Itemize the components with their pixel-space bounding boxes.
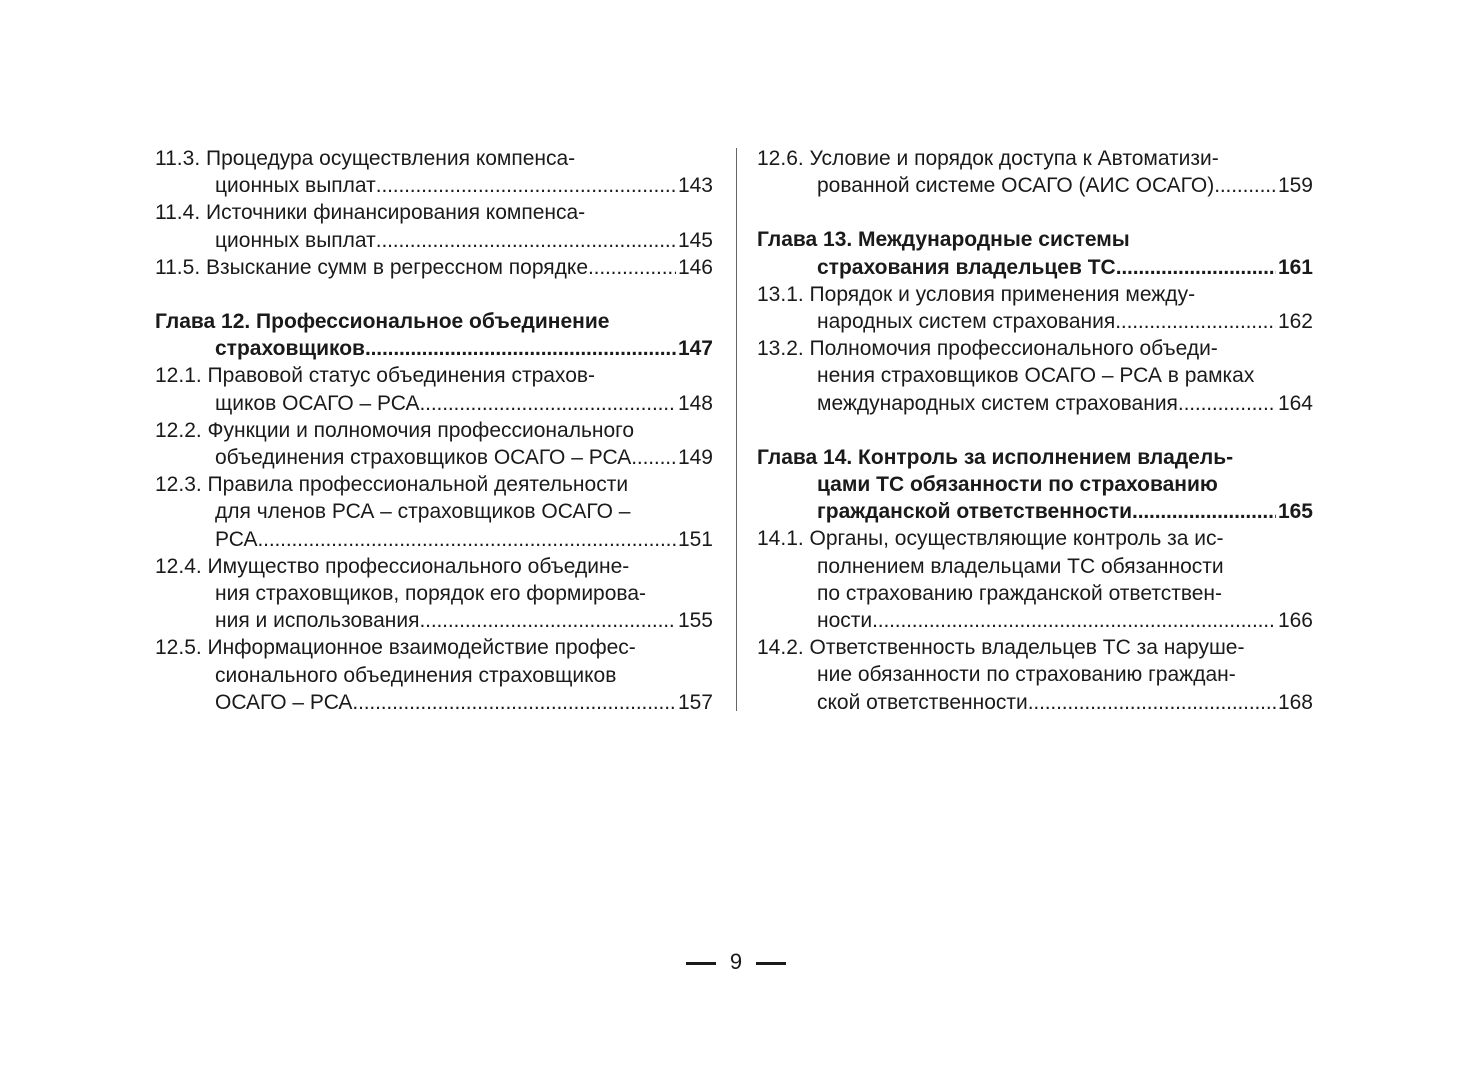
toc-entry-title-line: 12.3. Правила профессиональной деятельности	[155, 473, 629, 497]
dot-leader	[257, 526, 675, 553]
toc-entry-title-text: РСА	[215, 527, 258, 551]
toc-entry-title-line: 13.1. Порядок и условия применения между-	[757, 282, 1196, 306]
toc-entry-last-line	[757, 308, 1313, 335]
toc-column-right	[757, 145, 1313, 716]
dot-leader	[376, 227, 676, 254]
toc-entry-title-line: ние обязанности по страхованию граждан-	[817, 663, 1236, 687]
toc-page-number: 149	[677, 446, 713, 470]
toc-page-number: 162	[1277, 310, 1313, 334]
toc-entry-title-text: народных систем страхования	[817, 310, 1116, 334]
footer-dash-left	[686, 962, 716, 965]
toc-page-number: 155	[677, 609, 713, 633]
toc-entry-title-line: нения страховщиков ОСАГО – РСА в рамках	[817, 364, 1255, 388]
toc-entry-last-line	[155, 172, 713, 199]
toc-entry	[757, 281, 1313, 335]
toc-entry-last-line	[757, 689, 1313, 716]
toc-entry-title-text: рованной системе ОСАГО (АИС ОСАГО)	[817, 174, 1215, 198]
toc-entry-last-line	[155, 607, 713, 634]
toc-entry	[155, 199, 713, 253]
toc-page-number: 161	[1277, 255, 1313, 279]
toc-entry-title-line: по страхованию гражданской ответствен-	[817, 581, 1223, 605]
toc-column-left	[155, 145, 713, 716]
toc-entry-title-line: цами ТС обязанности по страхованию	[817, 473, 1218, 497]
toc-entry-last-line	[155, 335, 713, 362]
toc-entry-last-line	[757, 607, 1313, 634]
toc-entry	[757, 525, 1313, 634]
toc-entry-title-text: ния и использования	[215, 609, 420, 633]
dot-leader	[420, 390, 676, 417]
toc-entry-title-line: 11.3. Процедура осуществления компенса-	[155, 147, 576, 170]
toc-entry-title-text: международных систем страхования	[817, 391, 1178, 415]
toc-chapter-heading	[155, 308, 713, 362]
toc-chapter-heading	[757, 444, 1313, 526]
toc-entry-last-line	[757, 172, 1313, 199]
dot-leader	[1116, 254, 1276, 281]
toc-entry-last-line	[155, 390, 713, 417]
dot-leader	[1178, 390, 1276, 417]
toc-entry-title-line: 13.2. Полномочия профессионального объеди-	[757, 337, 1218, 361]
toc-entry-title-line: 12.2. Функции и полномочия профессионального	[155, 418, 635, 442]
dot-leader	[1132, 498, 1276, 525]
toc-entry-last-line	[155, 444, 713, 471]
toc-entry-title-text: страховщиков	[215, 337, 365, 361]
toc-chapter-heading	[757, 226, 1313, 280]
toc-entry-title-text: ской ответственности	[817, 690, 1028, 714]
page-footer	[0, 947, 1472, 977]
toc-entry	[155, 553, 713, 635]
dot-leader	[631, 444, 676, 471]
toc-entry-title-line: 12.6. Условие и порядок доступа к Автоматизи-	[757, 147, 1219, 170]
toc-entry-title-line: 12.1. Правовой статус объединения страхов-	[155, 364, 596, 388]
toc-entry-title-line: 11.4. Источники финансирования компенса-	[155, 201, 586, 225]
footer-dash-right	[756, 962, 786, 965]
toc-page-number: 157	[677, 690, 713, 714]
toc-entry-last-line	[757, 254, 1313, 281]
toc-entry	[155, 145, 713, 199]
toc-page-number: 165	[1277, 500, 1313, 524]
dot-leader	[1028, 689, 1276, 716]
toc-entry-last-line	[757, 390, 1313, 417]
dot-leader	[588, 254, 676, 281]
dot-leader	[365, 335, 676, 362]
toc-entry-title-text: ОСАГО – РСА	[215, 690, 353, 714]
dot-leader	[1214, 172, 1276, 199]
page-number: 9	[729, 949, 743, 974]
toc-entry	[757, 335, 1313, 417]
toc-entry-last-line	[155, 689, 713, 716]
toc-entry-title-line: сионального объединения страховщиков	[215, 663, 617, 687]
column-divider	[736, 148, 737, 711]
toc-entry-title-line: 12.4. Имущество профессионального объедине-	[155, 554, 630, 578]
toc-entry-last-line	[155, 227, 713, 254]
toc-entry-title-line: Глава 13. Международные системы	[757, 228, 1130, 252]
toc-entry-title-line: ния страховщиков, порядок его формирова-	[215, 582, 647, 606]
toc-page-number: 168	[1277, 690, 1313, 714]
toc-entry-title-line: 14.1. Органы, осуществляющие контроль за ис-	[757, 527, 1224, 551]
toc-entry-title-text: гражданской ответственности	[817, 500, 1133, 524]
toc-entry-title-line: 14.2. Ответственность владельцев ТС за наруше-	[757, 636, 1245, 660]
dot-leader	[419, 607, 675, 634]
toc-page-number: 164	[1277, 391, 1313, 415]
toc-page-number: 145	[677, 228, 713, 252]
toc-entry-title-line: для членов РСА – страховщиков ОСАГО –	[215, 500, 631, 524]
toc-entry-last-line	[757, 498, 1313, 525]
toc-page-number: 143	[677, 174, 713, 198]
toc-entry	[155, 634, 713, 716]
toc-page-number: 146	[677, 255, 713, 279]
toc-page-number: 151	[677, 527, 713, 551]
toc-entry	[757, 634, 1313, 716]
toc-entry-title-text: страхования владельцев ТС	[817, 255, 1116, 279]
toc-entry	[155, 417, 713, 471]
dot-leader	[352, 689, 676, 716]
dot-leader	[872, 607, 1276, 634]
toc-entry-title-line: Глава 12. Профессиональное объединение	[155, 310, 610, 334]
dot-leader	[376, 172, 676, 199]
toc-page-number: 166	[1277, 609, 1313, 633]
toc-entry	[757, 145, 1313, 199]
toc-entry	[155, 471, 713, 553]
toc-entry	[155, 362, 713, 416]
toc-entry-title-line: 12.5. Информационное взаимодействие профес-	[155, 636, 636, 660]
toc-entry-title-text: ционных выплат	[215, 228, 376, 252]
toc-entry-title-text: объединения страховщиков ОСАГО – РСА	[215, 446, 632, 470]
toc-entry-title-text: ционных выплат	[215, 174, 376, 198]
toc-page-number: 148	[677, 391, 713, 415]
toc-entry-last-line	[155, 254, 713, 281]
toc-entry-title-text: ности	[817, 609, 873, 633]
toc-entry-title-line: полнением владельцами ТС обязанности	[817, 554, 1224, 578]
toc-entry-last-line	[155, 526, 713, 553]
toc-page-number: 159	[1277, 174, 1313, 198]
toc-entry-title-text: 11.5. Взыскание сумм в регрессном порядке	[155, 255, 588, 279]
toc-entry	[155, 254, 713, 281]
toc-page-number: 147	[677, 337, 713, 361]
dot-leader	[1115, 308, 1276, 335]
toc-entry-title-text: щиков ОСАГО – РСА	[215, 391, 420, 415]
toc-entry-title-line: Глава 14. Контроль за исполнением владель-	[757, 445, 1234, 469]
